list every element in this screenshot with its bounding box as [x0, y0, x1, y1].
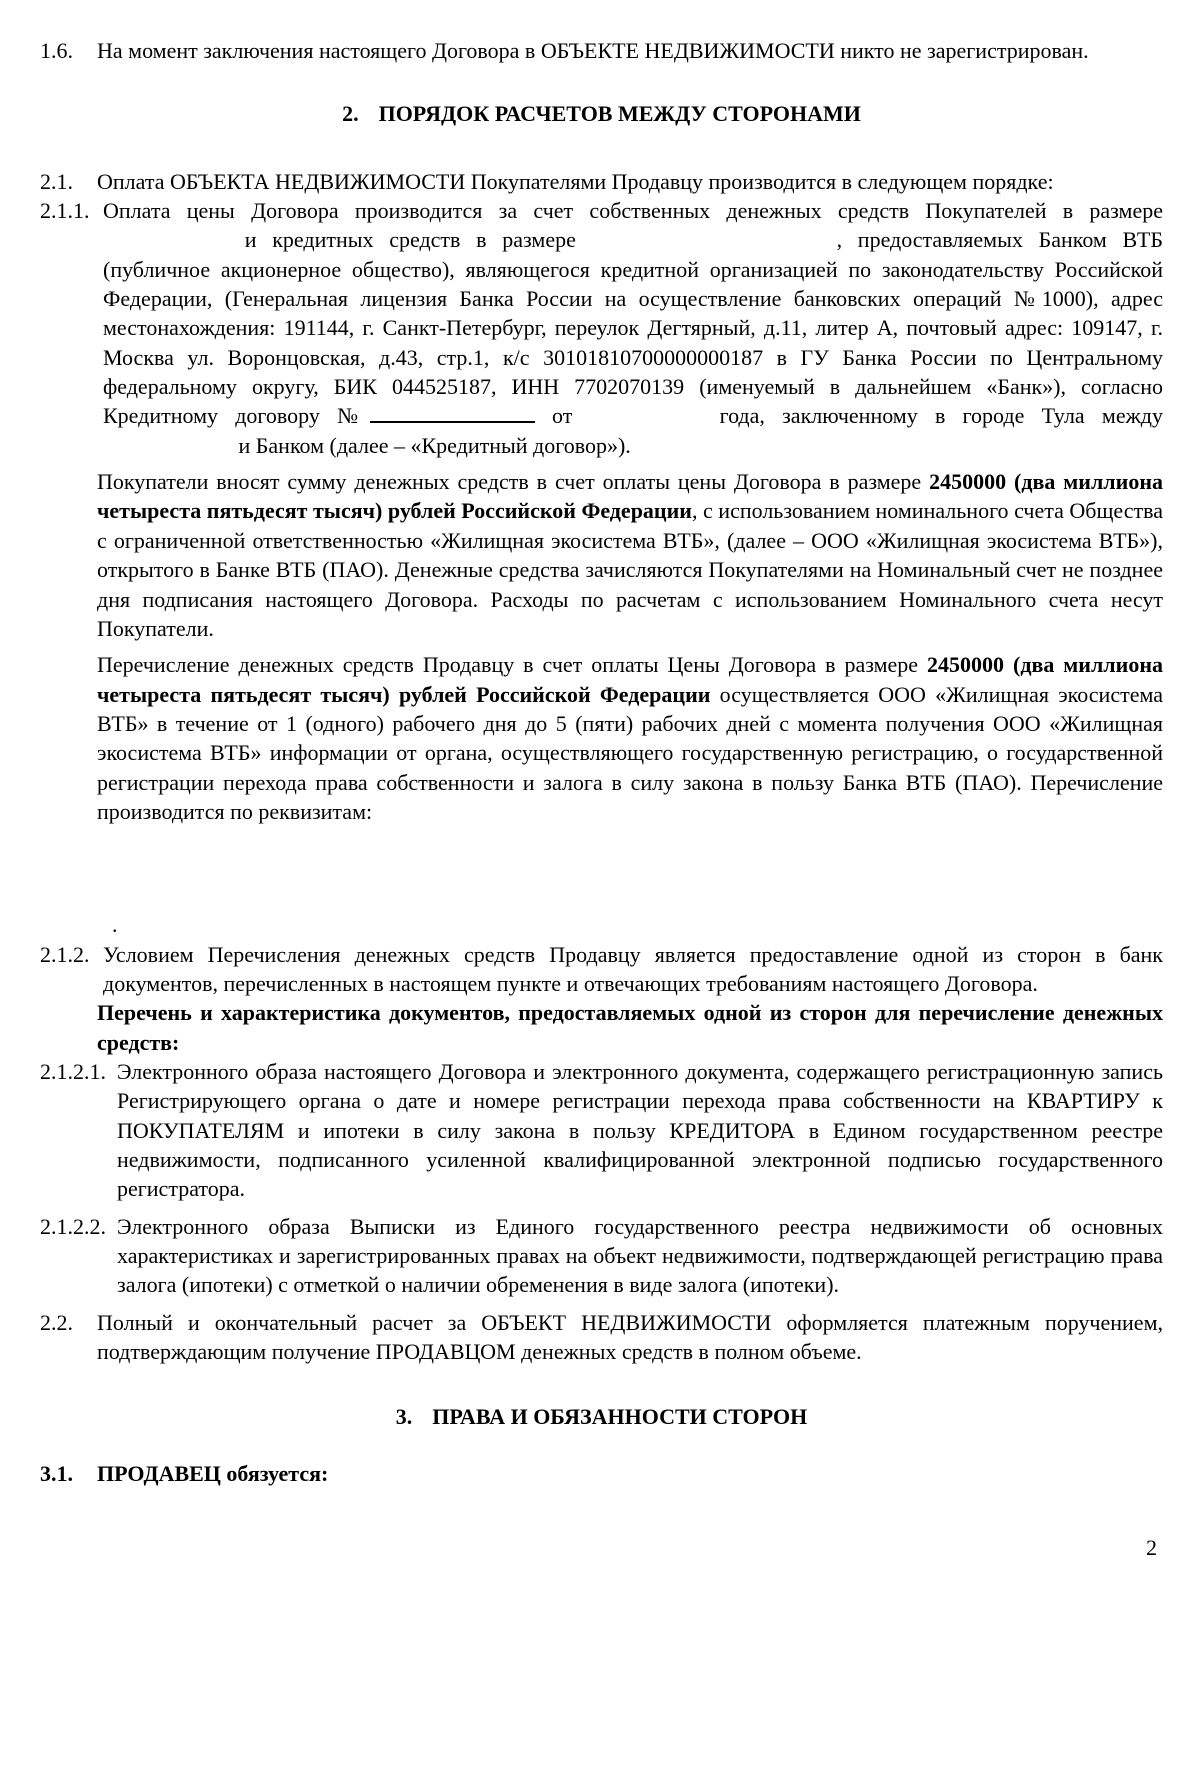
text-run: Перечень и характеристика документов, предоставляемых одной из сторон для перечисление денежных средств:: [97, 1000, 1163, 1055]
clause-number: 1.6.: [40, 38, 73, 63]
clause-number: 2.1.2.2.: [40, 1213, 106, 1239]
text-run: На момент заключения настоящего Договора в ОБЪЕКТЕ НЕДВИЖИМОСТИ никто не зарегистрирован.: [97, 38, 1089, 63]
para-nominal-account: [40, 467, 1163, 643]
page-footer: [40, 1533, 1163, 1562]
text-run: Покупатели вносят сумму денежных средств в счет оплаты цены Договора в размере: [97, 469, 922, 495]
heading-section-3: [40, 1402, 1163, 1431]
text-run: Электронного образа настоящего Договора и электронного документа, содержащего регистрационную запись Регистрирующего органа о дате и номере регистрации перехода права собственности на КВАРТИРУ к ПОКУПАТЕЛЯМ и ипотеки в силу закона в пользу КРЕДИТОРА в Едином государственном реестре недвижимости, подписанного усиленной квалифицированной электронной подписью государственного регистратора.: [117, 1058, 1163, 1202]
clause-2-1: [40, 167, 1163, 196]
text-run: Полный и окончательный расчет за ОБЪЕКТ НЕДВИЖИМОСТИ оформляется платежным поручением, подтверждающим получение ПРОДАВЦОМ денежных средств в полном объеме.: [97, 1309, 1163, 1365]
text-run: 2450000 (два миллиона четыреста пятьдесят тысяч) рублей Российской Федерации: [97, 652, 1163, 707]
clause-number: 2.1.1.: [40, 198, 90, 224]
clause-number: 2.1.: [40, 168, 73, 194]
clause-1-6: [40, 36, 1163, 65]
clause-3-1: [40, 1459, 1163, 1488]
page-number: 2: [1146, 1535, 1157, 1561]
text-run: , предоставляемых Банком ВТБ (публичное акционерное общество), являющегося кредитной организацией по законодательству Российской Федерации, (Генеральная лицензия Банка России на осуществление банковских операций №1000), адрес местонахождения: 191144, г. Санкт-Петербург, переулок Дегтярный, д.11, литер А, почтовый адрес: 109147, г. Москва ул. Воронцовская, д.43, стр.1, к/с 30101810700000000187 в ГУ Банка России по Центральному федеральному округу, БИК 044525187, ИНН 7702070139 (именуемый в дальнейшем «Банк»), согласно Кредитному договору №: [103, 227, 1163, 429]
clause-2-1-2: [40, 940, 1163, 999]
clause-number: 2.2.: [40, 1309, 73, 1335]
clause-2-1-2-2: [40, 1212, 1163, 1300]
text-run: Оплата цены Договора производится за счет собственных денежных средств Покупателей в размере: [103, 198, 1163, 224]
text-run: Электронного образа Выписки из Единого государственного реестра недвижимости об основных характеристиках и зарегистрированных правах на объект недвижимости, подтверждающей регистрацию права залога (ипотеки) с отметкой о наличии обременения в виде залога (ипотеки).: [117, 1213, 1163, 1298]
text-run: .: [112, 912, 118, 938]
text-run: от: [552, 403, 573, 429]
section-title: ПРАВА И ОБЯЗАННОСТИ СТОРОН: [432, 1404, 808, 1430]
heading-section-2: [40, 99, 1163, 128]
section-title: ПОРЯДОК РАСЧЕТОВ МЕЖДУ СТОРОНАМИ: [378, 101, 861, 127]
text-run: осуществляется ООО «Жилищная экосистема ВТБ» в течение от 1 (одного) рабочего дня до 5 (пяти) рабочих дней с момента получения ООО «Жилищная экосистема ВТБ» информации от органа, осуществляющего государственную регистрацию, о государственной регистрации перехода права собственности и залога в силу закона в пользу Банка ВТБ (ПАО). Перечисление производится по реквизитам:: [97, 681, 1163, 824]
section-number: 3.: [395, 1404, 413, 1430]
contract-body: [40, 36, 1163, 1488]
text-run: Условием Перечисления денежных средств Продавцу является предоставление одной из сторон в банк документов, перечисленных в настоящем пункте и отвечающих требованиям настоящего Договора.: [103, 941, 1163, 996]
text-run: и Банком (далее – «Кредитный договор»).: [238, 432, 631, 458]
blank-space-field: [576, 231, 821, 247]
dot-line: [40, 910, 1163, 939]
blank-space-field: [103, 231, 229, 247]
clause-number: 2.1.2.1.: [40, 1058, 106, 1084]
text-run: ПРОДАВЕЦ обязуется:: [97, 1460, 329, 1486]
para-transfer: [40, 650, 1163, 826]
text-run: , с использованием номинального счета Общества с ограниченной ответственностью «Жилищная экосистема ВТБ», (далее – ООО «Жилищная экосистема ВТБ»), открытого в Банке ВТБ (ПАО). Денежные средства зачисляются Покупателями на Номинальный счет не позднее дня подписания настоящего Договора. Расходы по расчетам с использованием Номинального счета несут Покупатели.: [97, 498, 1163, 641]
text-run: 2450000 (два миллиона четыреста пятьдесят тысяч) рублей Российской Федерации: [97, 469, 1163, 524]
blank-space-field: [572, 407, 702, 423]
blank-space-field: [103, 437, 233, 453]
clause-2-1-1: [40, 196, 1163, 460]
section-number: 2.: [342, 101, 359, 127]
blank-underline-field: [370, 405, 535, 423]
clause-2-2: [40, 1308, 1163, 1367]
text-run: и кредитных средств в размере: [244, 227, 576, 253]
text-run: Оплата ОБЪЕКТА НЕДВИЖИМОСТИ Покупателями Продавцу производится в следующем порядке:: [97, 168, 1054, 194]
clause-number: 2.1.2.: [40, 941, 90, 967]
clause-2-1-2-1: [40, 1057, 1163, 1204]
text-run: года, заключенному в городе Тула между: [719, 403, 1164, 429]
text-run: Перечисление денежных средств Продавцу в счет оплаты Цены Договора в размере: [97, 652, 919, 678]
clause-number: 3.1.: [40, 1460, 73, 1486]
para-documents-list-title: [40, 998, 1163, 1057]
